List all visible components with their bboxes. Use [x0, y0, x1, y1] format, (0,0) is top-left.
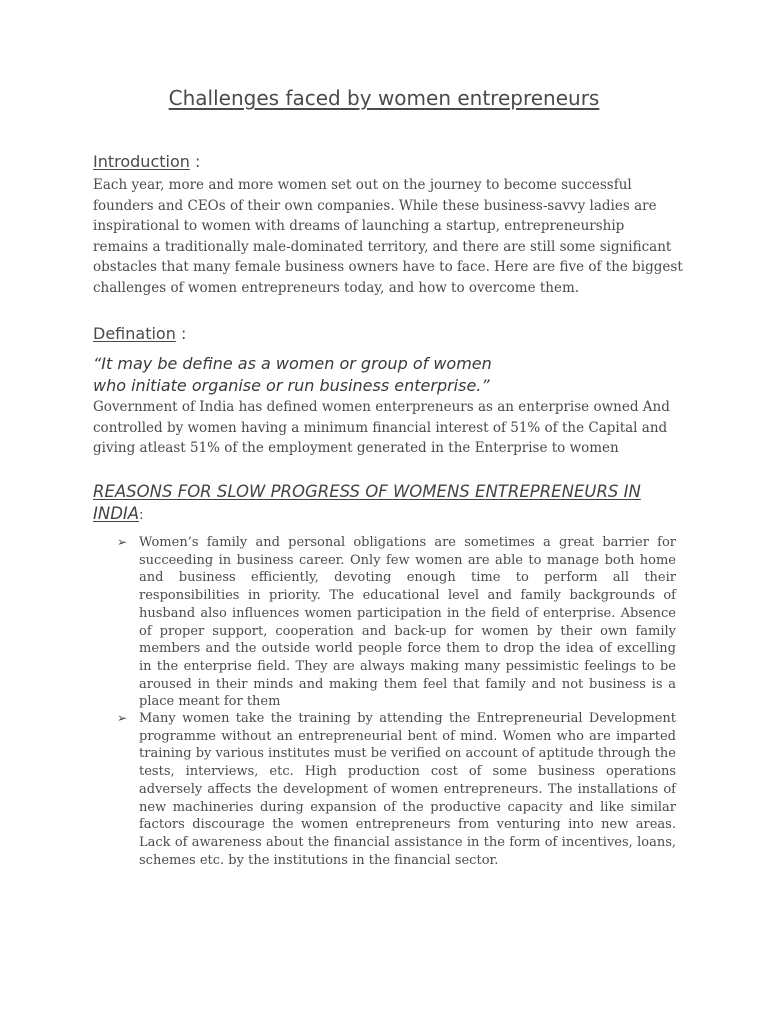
definition-heading	[93, 324, 186, 343]
definition-text: Government of India has defined women enterpreneurs as an enterprise owned And controlled by women having a minimum financial interest of 51% of the Capital and giving atleast 51% of the employment generated in the Enterprise to women	[93, 399, 670, 456]
definition-heading-colon: :	[180, 324, 187, 343]
arrow-bullet-icon: ➢	[117, 711, 128, 725]
introduction-text: Each year, more and more women set out on the journey to become successful founders and CEOs of their own companies. While these business-savvy ladies are inspirational to women with dreams of launching a startup, entrepreneurship remains a traditionally male-dominated territory, and there are still some significant obstacles that many female business owners have to face. Here are five of the biggest challenges of women entrepreneurs today, and how to overcome them.	[93, 177, 683, 296]
introduction-heading-colon: :	[189, 152, 201, 171]
list-item-text: Women’s family and personal obligations are sometimes a great barrier for succeeding in business career. Only few women are able to manage both home and business efficiently, devoting enough time to perform all their responsibilities in priority. The educational level and family backgrounds of husband also influences women participation in the field of enterprise. Absence of proper support, cooperation and back-up for women by their own family members and the outside world people force them to drop the idea of excelling in the enterprise field. They are always making many pessimistic feelings to be aroused in their minds and making them feel that family and not business is a place meant for them	[139, 535, 676, 710]
definition-heading-label: Defination	[93, 324, 176, 343]
definition-quote	[93, 353, 653, 397]
reasons-heading-colon: :	[139, 508, 144, 523]
page-title: Challenges faced by women entrepreneurs	[168, 86, 600, 110]
arrow-bullet-icon: ➢	[117, 535, 128, 549]
reasons-heading-label: REASONS FOR SLOW PROGRESS OF WOMENS ENTREPRENEURS IN INDIA	[93, 482, 641, 523]
definition-quote-line-2: who initiate organise or run business enterprise.”	[93, 376, 490, 395]
list-item-text: Many women take the training by attending the Entrepreneurial Development programme without an entrepreneurial bent of mind. Women who are imparted training by various institutes must be verified on account of aptitude through the tests, interviews, etc. High production cost of some business operations adversely affects the development of women entrepreneurs. The installations of new machineries during expansion of the productive capacity and like similar factors discourage the women entrepreneurs from venturing into new areas. Lack of awareness about the financial assistance in the form of incentives, loans, schemes etc. by the institutions in the financial sector.	[139, 711, 676, 868]
introduction-heading	[93, 152, 200, 171]
introduction-heading-label: Introduction	[93, 152, 190, 171]
definition-quote-line-1: “It may be define as a women or group of women	[93, 354, 492, 373]
reasons-heading	[93, 481, 693, 527]
